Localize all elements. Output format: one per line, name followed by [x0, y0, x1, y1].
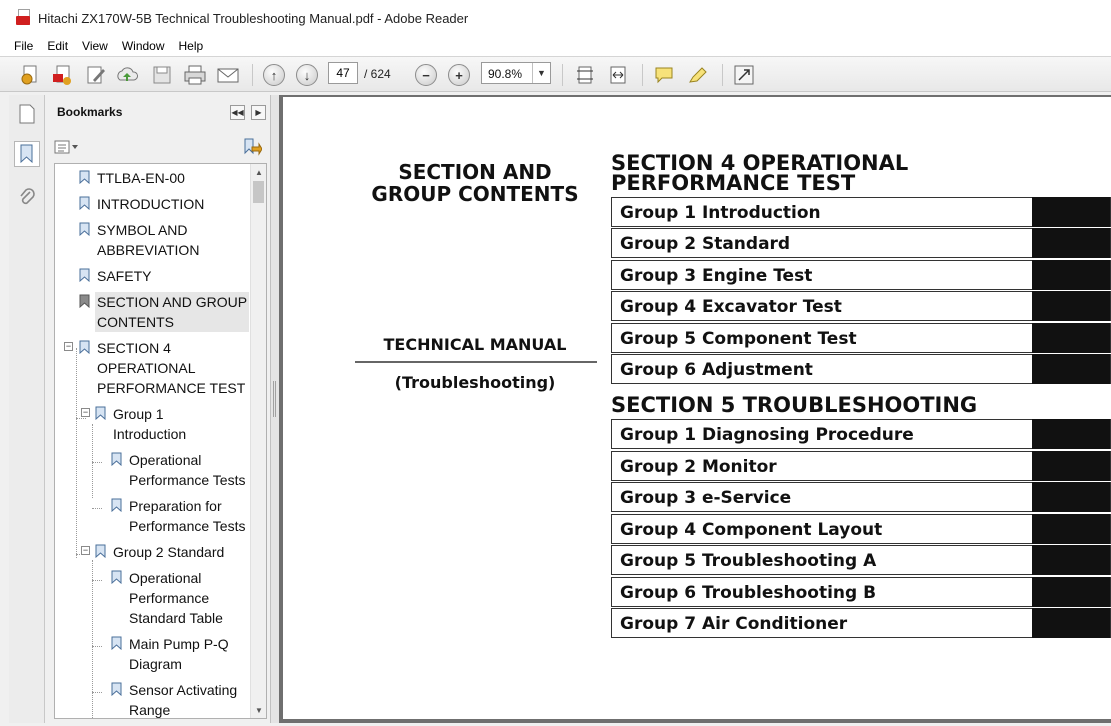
scroll-down-icon[interactable]: ▼ — [255, 705, 263, 715]
options-menu-icon — [54, 139, 80, 155]
collapse-toggle[interactable]: − — [65, 341, 72, 351]
envelope-icon — [216, 64, 240, 86]
bookmark-item-preparation-performance-tests[interactable]: Preparation for Performance Tests — [129, 498, 246, 534]
chevron-right-icon: ▶ — [255, 108, 262, 117]
comment-button[interactable] — [652, 63, 676, 87]
pdf-page — [283, 97, 1111, 719]
toc-row[interactable] — [611, 545, 1111, 575]
bookmark-icon — [79, 170, 90, 184]
bookmark-options-button[interactable] — [54, 139, 80, 155]
bookmark-item-operational-performance-tests[interactable]: Operational Performance Tests — [129, 452, 246, 488]
save-button[interactable] — [150, 63, 174, 87]
bookmark-icon — [79, 294, 90, 308]
bookmarks-header — [46, 95, 271, 129]
zoom-select[interactable] — [481, 62, 551, 84]
toc-label: Group 7 Air Conditioner — [620, 614, 848, 634]
menu-file[interactable]: File — [14, 39, 34, 53]
bookmark-icon — [79, 196, 90, 210]
toc-row[interactable] — [611, 514, 1111, 544]
bookmark-item-standard-table[interactable]: Operational Performance Standard Table — [129, 570, 223, 626]
next-page-button[interactable] — [295, 63, 319, 87]
print-button[interactable] — [183, 63, 207, 87]
page-number-input[interactable] — [328, 62, 358, 84]
page-thumbnails-button[interactable] — [14, 101, 40, 127]
toc-label: Group 2 Standard — [620, 234, 791, 254]
troubleshooting-label: (Troubleshooting) — [394, 373, 556, 392]
toc-row[interactable] — [611, 323, 1111, 353]
toc-label: Group 3 e-Service — [620, 488, 792, 508]
bookmark-icon — [111, 498, 122, 512]
navigation-pane-buttons — [9, 95, 45, 723]
bookmarks-panel — [46, 95, 271, 723]
printer-icon — [183, 64, 207, 86]
combine-pdf-button[interactable] — [50, 63, 74, 87]
scroll-thumb[interactable] — [253, 181, 264, 203]
bookmark-item-section-group-contents[interactable]: SECTION AND GROUP CONTENTS — [97, 294, 248, 330]
bookmark-find-icon — [242, 137, 262, 157]
create-pdf-icon — [19, 64, 41, 86]
title-divider — [355, 361, 597, 363]
section5-title: SECTION 5 TROUBLESHOOTING — [611, 393, 978, 417]
chevron-down-icon[interactable]: ▼ — [532, 63, 550, 83]
arrow-up-icon: ↑ — [263, 64, 285, 86]
combine-pdf-icon — [51, 64, 73, 86]
menu-help[interactable]: Help — [178, 39, 204, 53]
bookmark-item-group2-standard[interactable]: Group 2 Standard — [113, 544, 225, 560]
menu-bar — [0, 36, 1111, 56]
title-bar — [0, 0, 1111, 36]
floppy-disk-icon — [151, 64, 173, 86]
bookmark-ribbon-icon — [18, 143, 36, 165]
toc-row[interactable] — [611, 291, 1111, 321]
fit-width-icon — [607, 64, 629, 86]
toc-row[interactable] — [611, 577, 1111, 607]
expand-pane-button[interactable] — [251, 105, 266, 120]
previous-page-button[interactable] — [262, 63, 286, 87]
bookmark-item-group1-introduction[interactable]: Group 1 Introduction — [113, 406, 187, 442]
page-thumbnail-icon — [17, 103, 37, 125]
bookmark-item-ttlba[interactable]: TTLBA-EN-00 — [97, 170, 185, 186]
bookmark-item-section4[interactable]: SECTION 4 OPERATIONAL PERFORMANCE TEST — [97, 340, 246, 396]
full-screen-button[interactable] — [732, 63, 756, 87]
fit-page-button[interactable] — [573, 63, 597, 87]
bookmark-icon — [111, 570, 122, 584]
scroll-up-icon[interactable]: ▲ — [255, 167, 263, 177]
toc-label: Group 6 Troubleshooting B — [620, 583, 877, 603]
attachments-button[interactable] — [14, 185, 40, 211]
minus-icon: − — [415, 64, 437, 86]
zoom-value: 90.8% — [488, 67, 523, 81]
edit-pdf-icon — [85, 64, 107, 86]
toc-label: Group 4 Excavator Test — [620, 297, 842, 317]
menu-edit[interactable]: Edit — [47, 39, 69, 53]
toc-row[interactable] — [611, 608, 1111, 638]
fit-width-button[interactable] — [606, 63, 630, 87]
toc-label: Group 3 Engine Test — [620, 266, 813, 286]
bookmark-item-symbol-abbreviation[interactable]: SYMBOL AND ABBREVIATION — [97, 222, 200, 258]
bookmarks-title: Bookmarks — [57, 105, 123, 119]
zoom-in-button[interactable] — [447, 63, 471, 87]
toc-label: Group 5 Troubleshooting A — [620, 551, 877, 571]
fit-page-icon — [574, 64, 596, 86]
edit-pdf-button[interactable] — [84, 63, 108, 87]
toc-row[interactable] — [611, 197, 1111, 227]
menu-view[interactable]: View — [82, 39, 108, 53]
bookmark-icon — [111, 452, 122, 466]
toc-label: Group 6 Adjustment — [620, 360, 813, 380]
menu-window[interactable]: Window — [121, 39, 165, 53]
pdf-file-icon — [16, 9, 32, 27]
expand-icon — [733, 64, 755, 86]
speech-bubble-icon — [653, 64, 675, 86]
bookmark-item-main-pump-pq[interactable]: Main Pump P-Q Diagram — [129, 636, 229, 672]
bookmark-icon — [79, 222, 90, 236]
bookmark-icon — [111, 682, 122, 696]
toc-row[interactable] — [611, 260, 1111, 290]
bookmark-item-sensor-range[interactable]: Sensor Activating Range — [129, 682, 238, 718]
highlight-button[interactable] — [686, 63, 710, 87]
bookmark-icon — [95, 406, 106, 420]
create-pdf-button[interactable] — [18, 63, 42, 87]
pane-splitter[interactable] — [271, 95, 279, 723]
collapse-toggle[interactable]: − — [82, 407, 89, 417]
collapse-pane-button[interactable] — [230, 105, 245, 120]
paperclip-icon — [17, 187, 37, 209]
bookmarks-toolbar — [46, 133, 271, 163]
page-total: / 624 — [364, 67, 391, 81]
zoom-out-button[interactable] — [414, 63, 438, 87]
section-group-contents-title: SECTION AND GROUP CONTENTS — [371, 160, 579, 206]
collapse-toggle[interactable]: − — [82, 545, 89, 555]
highlighter-icon — [687, 64, 709, 86]
window-title: Hitachi ZX170W-5B Technical Troubleshooting Manual.pdf - Adobe Reader — [38, 10, 469, 26]
section4-title: SECTION 4 OPERATIONAL PERFORMANCE TEST — [611, 151, 909, 195]
bookmark-icon — [95, 544, 106, 558]
toc-row[interactable] — [611, 419, 1111, 449]
toc-row[interactable] — [611, 451, 1111, 481]
bookmark-item-introduction[interactable]: INTRODUCTION — [97, 196, 205, 212]
double-chevron-left-icon: ◀◀ — [231, 108, 244, 117]
technical-manual-label: TECHNICAL MANUAL — [383, 335, 567, 354]
toc-label: Group 2 Monitor — [620, 457, 777, 477]
bookmarks-pane-button[interactable] — [14, 141, 40, 167]
document-viewport[interactable] — [279, 95, 1111, 723]
bookmark-icon — [111, 636, 122, 650]
toc-label: Group 1 Introduction — [620, 203, 821, 223]
toc-row[interactable] — [611, 482, 1111, 512]
toc-label: Group 1 Diagnosing Procedure — [620, 425, 914, 445]
toc-label: Group 5 Component Test — [620, 329, 857, 349]
bookmark-icon — [79, 268, 90, 282]
bookmarks-tree[interactable] — [54, 163, 267, 719]
upload-button[interactable] — [115, 63, 139, 87]
toc-row[interactable] — [611, 228, 1111, 258]
cloud-upload-icon — [115, 64, 139, 86]
bookmark-icon — [79, 340, 90, 354]
plus-icon: + — [448, 64, 470, 86]
bookmarks-scrollbar[interactable] — [250, 164, 266, 718]
toc-label: Group 4 Component Layout — [620, 520, 883, 540]
bookmark-item-safety[interactable]: SAFETY — [97, 268, 152, 284]
bookmark-properties-button[interactable] — [242, 137, 262, 157]
email-button[interactable] — [216, 63, 240, 87]
toolbar — [0, 56, 1111, 92]
arrow-down-icon: ↓ — [296, 64, 318, 86]
toc-row[interactable] — [611, 354, 1111, 384]
